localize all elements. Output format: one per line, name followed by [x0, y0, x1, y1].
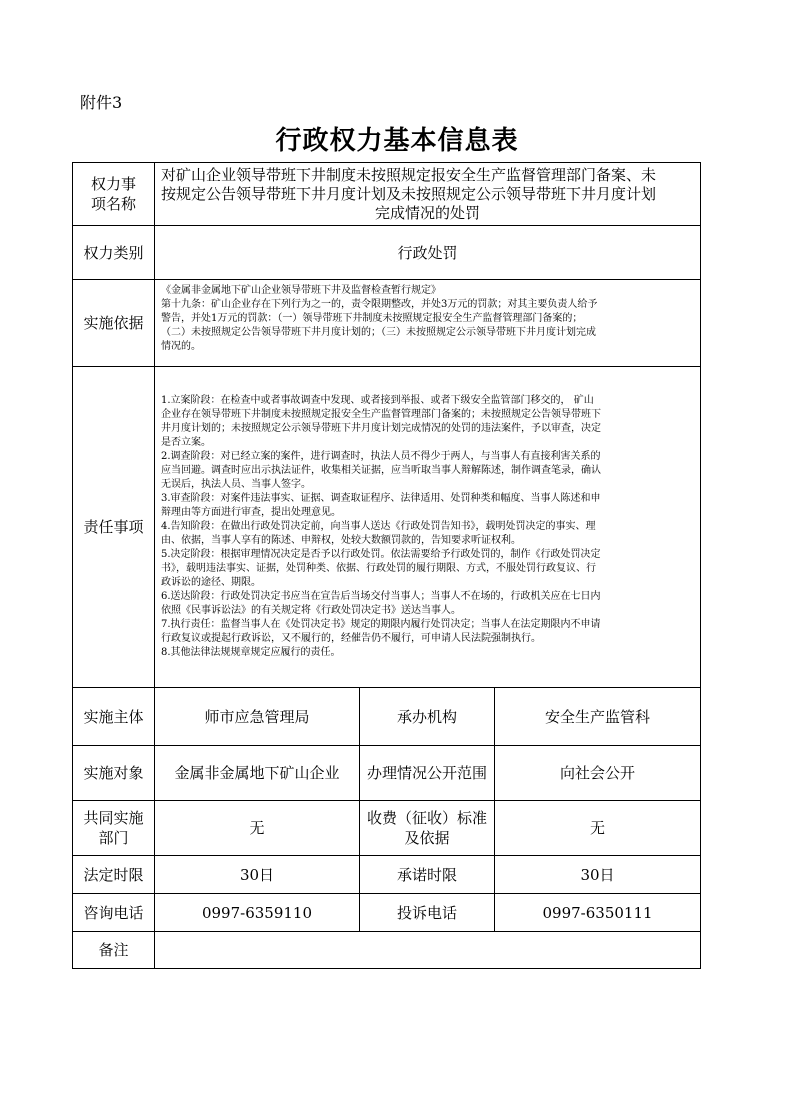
attachment-label: 附件3: [80, 93, 123, 112]
row-category: [73, 226, 701, 280]
name-label: 权力事项名称: [90, 175, 136, 213]
responsibility-line: 6.送达阶段：行政处罚决定书应当在宣告后当场交付当事人；当事人不在场的，行政机关应在七日内: [161, 591, 601, 602]
row-basis: [73, 280, 701, 367]
responsibility-line: 是否立案。: [161, 437, 211, 448]
responsibility-line: 书》，载明违法事实、证据，处罚种类、依据、行政处罚的履行期限、方式，不服处罚行政复议、行: [161, 563, 596, 574]
basis-text: [155, 280, 701, 367]
row-phone: [73, 894, 701, 932]
row-responsibility: [73, 367, 701, 688]
complaint-phone-value: 0997-6350111: [495, 894, 701, 932]
promised-time-value: 30日: [495, 856, 701, 894]
basis-line: （二）未按照规定公告领导带班下井月度计划的；（三）未按照规定公示领导带班下井月度计划完成: [161, 327, 596, 338]
responsibility-line: 应当回避。调查时应出示执法证件，收集相关证据，应当听取当事人辩解陈述，制作调查笔录，确认: [161, 465, 601, 476]
name-value-cell: [155, 163, 701, 226]
disclosure-scope-label: 办理情况公开范围: [360, 746, 495, 801]
responsibility-line: 2.调查阶段：对已经立案的案件，进行调查时，执法人员不得少于两人，与当事人有直接利害关系的: [161, 451, 601, 462]
target-label: 实施对象: [73, 746, 155, 801]
responsibility-text: [155, 367, 701, 688]
joint-dept-value: 无: [155, 801, 360, 856]
category-value: 行政处罚: [155, 226, 701, 280]
responsibility-label: 责任事项: [73, 367, 155, 688]
consult-phone-label: 咨询电话: [73, 894, 155, 932]
joint-dept-label: 共同实施部门: [83, 809, 144, 847]
basis-line: 警告，并处1万元的罚款：（一）领导带班下井制度未按照规定报安全生产监督管理部门备案的；: [161, 313, 583, 324]
target-value: 金属非金属地下矿山企业: [155, 746, 360, 801]
promised-time-label: 承诺时限: [360, 856, 495, 894]
responsibility-line: 4.告知阶段：在做出行政处罚决定前，向当事人送达《行政处罚告知书》，载明处罚决定的事实、理: [161, 521, 596, 532]
remark-label: 备注: [73, 932, 155, 969]
row-remark: [73, 932, 701, 969]
name-value-line: 对矿山企业领导带班下井制度未按照规定报安全生产监督管理部门备案、未: [161, 165, 657, 184]
responsibility-line: 7.执行责任：监督当事人在《处罚决定书》规定的期限内履行处罚决定；当事人在法定期限内不申请: [161, 619, 601, 630]
responsibility-line: 政诉讼的途径、期限。: [161, 577, 261, 588]
name-label-cell: [73, 163, 155, 226]
responsibility-line: 无误后，执法人员、当事人签字。: [161, 479, 311, 490]
fee-standard-label: 收费（征收）标准及依据: [366, 809, 487, 847]
row-name: [73, 163, 701, 226]
responsibility-line: 由、依据，当事人享有的陈述、申辩权，处较大数额罚款的，告知要求听证权利。: [161, 535, 521, 546]
name-value-line: 完成情况的处罚: [375, 203, 481, 222]
agency-label: 承办机构: [360, 688, 495, 746]
responsibility-line: 行政复议或提起行政诉讼，又不履行的，经催告仍不履行，可申请人民法院强制执行。: [161, 633, 541, 644]
responsibility-line: 依照《民事诉讼法》的有关规定将《行政处罚决定书》送达当事人。: [161, 605, 461, 616]
legal-time-label: 法定时限: [73, 856, 155, 894]
responsibility-line: 1.立案阶段：在检查中或者事故调查中发现、或者接到举报、或者下级安全监管部门移交的， 矿山: [161, 395, 594, 406]
info-table: [72, 162, 701, 969]
basis-label: 实施依据: [73, 280, 155, 367]
category-label: 权力类别: [73, 226, 155, 280]
responsibility-line: 企业存在领导带班下井制度未按照规定报安全生产监督管理部门备案的；未按照规定公告领导带班下: [161, 409, 601, 420]
responsibility-line: 井月度计划的；未按照规定公示领导带班下井月度计划完成情况的处罚的违法案件，予以审查，决定: [161, 423, 601, 434]
complaint-phone-label: 投诉电话: [360, 894, 495, 932]
fee-standard-value: 无: [495, 801, 701, 856]
row-target: [73, 746, 701, 801]
legal-time-value: 30日: [155, 856, 360, 894]
consult-phone-value: 0997-6359110: [155, 894, 360, 932]
responsibility-line: 3.审查阶段：对案件违法事实、证据、调查取证程序、法律适用、处罚种类和幅度、当事人陈述和申: [161, 493, 601, 504]
disclosure-scope-value: 向社会公开: [495, 746, 701, 801]
fee-standard-label-cell: [360, 801, 495, 856]
joint-dept-label-cell: [73, 801, 155, 856]
row-joint: [73, 801, 701, 856]
responsibility-line: 5.决定阶段：根据审理情况决定是否予以行政处罚。依法需要给予行政处罚的，制作《行政处罚决定: [161, 549, 601, 560]
basis-line: 《金属非金属地下矿山企业领导带班下井及监督检查暂行规定》: [161, 285, 441, 296]
name-value-line: 按规定公告领导带班下井月度计划及未按照规定公示领导带班下井月度计划: [161, 184, 657, 203]
basis-line: 情况的。: [161, 341, 201, 352]
row-time: [73, 856, 701, 894]
responsibility-line: 辩理由等方面进行审查，提出处理意见。: [161, 507, 341, 518]
remark-value: [155, 932, 701, 969]
agency-value: 安全生产监管科: [495, 688, 701, 746]
page-title: 行政权力基本信息表: [275, 126, 519, 156]
subject-label: 实施主体: [73, 688, 155, 746]
row-subject: [73, 688, 701, 746]
subject-value: 师市应急管理局: [155, 688, 360, 746]
responsibility-line: 8.其他法律法规规章规定应履行的责任。: [161, 647, 341, 658]
basis-line: 第十九条：矿山企业存在下列行为之一的，责令限期整改，并处3万元的罚款；对其主要负责人给予: [161, 299, 598, 310]
